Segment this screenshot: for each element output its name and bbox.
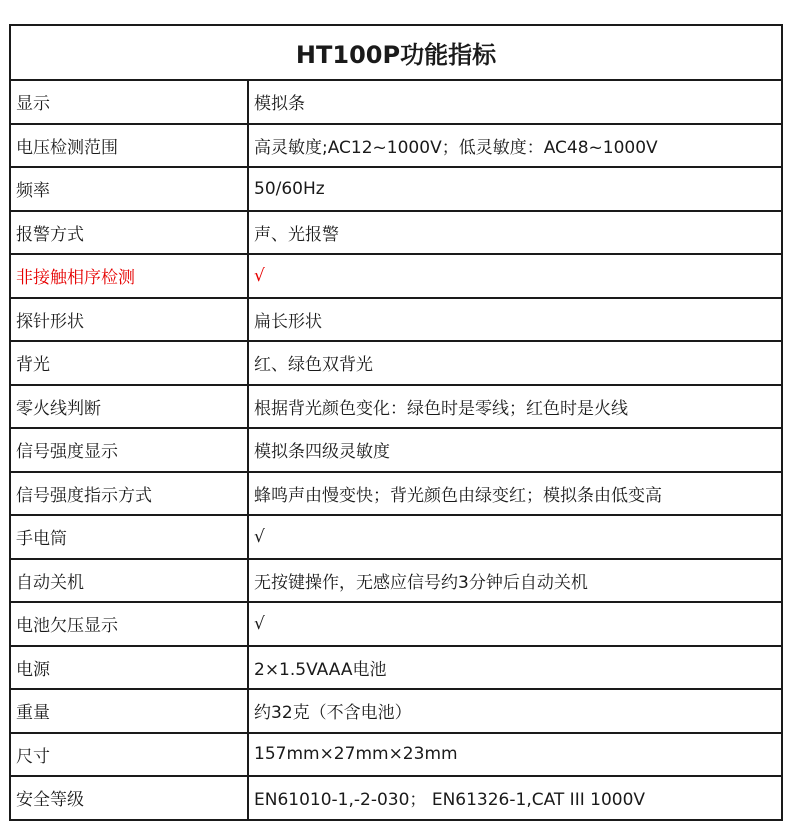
spec-label: 报警方式 bbox=[10, 211, 248, 255]
spec-label: 显示 bbox=[10, 80, 248, 124]
spec-label: 电源 bbox=[10, 646, 248, 690]
spec-value: 根据背光颜色变化：绿色时是零线；红色时是火线 bbox=[248, 385, 782, 429]
spec-value: 扁长形状 bbox=[248, 298, 782, 342]
spec-value: 50/60Hz bbox=[248, 167, 782, 211]
table-row bbox=[10, 689, 782, 733]
spec-value: 157mm×27mm×23mm bbox=[248, 733, 782, 777]
spec-value: √ bbox=[248, 515, 782, 559]
table-row bbox=[10, 167, 782, 211]
spec-label: 背光 bbox=[10, 341, 248, 385]
table-row-highlighted bbox=[10, 254, 782, 298]
spec-label: 电压检测范围 bbox=[10, 124, 248, 168]
spec-label: 频率 bbox=[10, 167, 248, 211]
spec-label: 自动关机 bbox=[10, 559, 248, 603]
spec-value: 高灵敏度;AC12~1000V；低灵敏度：AC48~1000V bbox=[248, 124, 782, 168]
spec-label: 信号强度指示方式 bbox=[10, 472, 248, 516]
table-title: HT100P功能指标 bbox=[10, 25, 782, 80]
table-row bbox=[10, 80, 782, 124]
spec-value: EN61010-1,-2-030； EN61326-1,CAT III 1000V bbox=[248, 776, 782, 820]
table-row bbox=[10, 733, 782, 777]
table-row bbox=[10, 602, 782, 646]
spec-value: √ bbox=[248, 602, 782, 646]
spec-label: 信号强度显示 bbox=[10, 428, 248, 472]
spec-value: 模拟条 bbox=[248, 80, 782, 124]
table-row bbox=[10, 124, 782, 168]
table-row bbox=[10, 776, 782, 820]
spec-table bbox=[9, 24, 783, 821]
table-row bbox=[10, 428, 782, 472]
table-row bbox=[10, 646, 782, 690]
title-row bbox=[10, 25, 782, 80]
table-row bbox=[10, 559, 782, 603]
spec-label: 零火线判断 bbox=[10, 385, 248, 429]
table-row bbox=[10, 472, 782, 516]
spec-label: 重量 bbox=[10, 689, 248, 733]
spec-value: 2×1.5VAAA电池 bbox=[248, 646, 782, 690]
table-row bbox=[10, 515, 782, 559]
spec-label: 电池欠压显示 bbox=[10, 602, 248, 646]
table-row bbox=[10, 211, 782, 255]
spec-value: √ bbox=[248, 254, 782, 298]
table-row bbox=[10, 341, 782, 385]
spec-value: 红、绿色双背光 bbox=[248, 341, 782, 385]
spec-value: 约32克（不含电池） bbox=[248, 689, 782, 733]
table-row bbox=[10, 385, 782, 429]
spec-value: 模拟条四级灵敏度 bbox=[248, 428, 782, 472]
spec-value: 蜂鸣声由慢变快；背光颜色由绿变红；模拟条由低变高 bbox=[248, 472, 782, 516]
spec-label: 尺寸 bbox=[10, 733, 248, 777]
spec-value: 无按键操作，无感应信号约3分钟后自动关机 bbox=[248, 559, 782, 603]
table-row bbox=[10, 298, 782, 342]
spec-value: 声、光报警 bbox=[248, 211, 782, 255]
spec-label: 安全等级 bbox=[10, 776, 248, 820]
spec-label: 手电筒 bbox=[10, 515, 248, 559]
spec-label: 非接触相序检测 bbox=[10, 254, 248, 298]
spec-label: 探针形状 bbox=[10, 298, 248, 342]
